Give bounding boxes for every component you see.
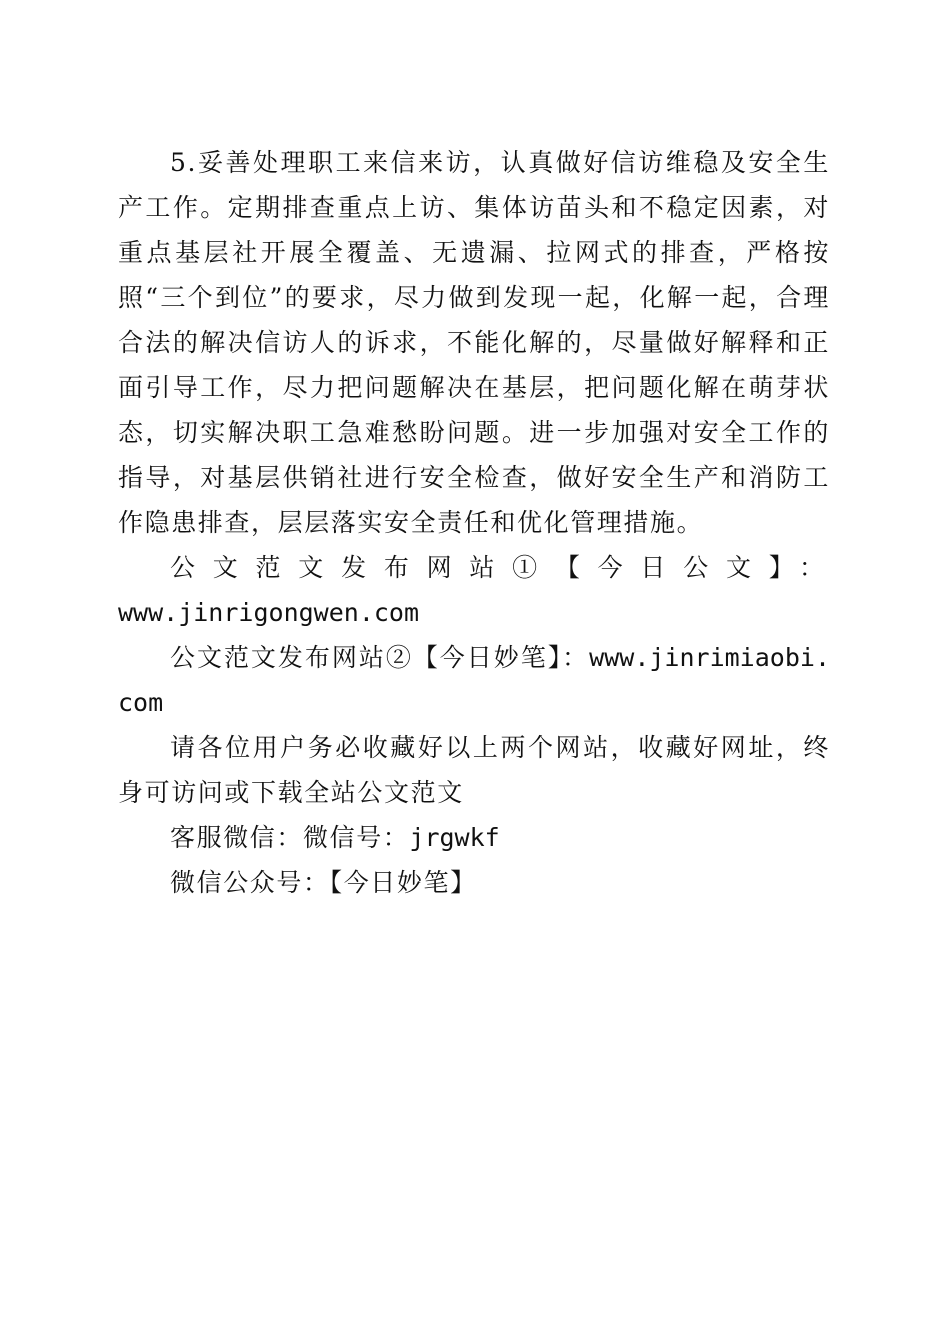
site1-label: 公文范文发布网站①【今日公文】： (170, 553, 830, 582)
site1-url[interactable] (118, 590, 830, 635)
document-page (118, 140, 830, 905)
service-line (118, 815, 830, 860)
site2-url[interactable]: www.jinrimiaobi.com (118, 643, 830, 717)
body-paragraph: 5.妥善处理职工来信来访，认真做好信访维稳及安全生产工作。定期排查重点上访、集体访苗头和不稳定因素，对重点基层社开展全覆盖、无遗漏、拉网式的排查，严格按照“三个到位”的要求，尽力做到发现一起，化解一起，合理合法的解决信访人的诉求，不能化解的，尽量做好解释和正面引导工作，尽力把问题解决在基层，把问题化解在萌芽状态，切实解决职工急难愁盼问题。进一步加强对安全工作的指导，对基层供销社进行安全检查，做好安全生产和消防工作隐患排查，层层落实安全责任和优化管理措施。 (118, 148, 830, 537)
bookmark-notice: 请各位用户务必收藏好以上两个网站，收藏好网址，终身可访问或下载全站公文范文 (118, 733, 830, 807)
site2-label: 公文范文发布网站②【今日妙笔】： (170, 643, 590, 672)
site2-line (118, 635, 830, 725)
service-id: jrgwkf (409, 823, 500, 852)
official-account-line: 微信公众号：【今日妙笔】 (170, 868, 477, 897)
service-label: 客服微信：微信号： (170, 823, 410, 852)
site1-url-text[interactable]: www.jinrigongwen.com (118, 598, 420, 627)
